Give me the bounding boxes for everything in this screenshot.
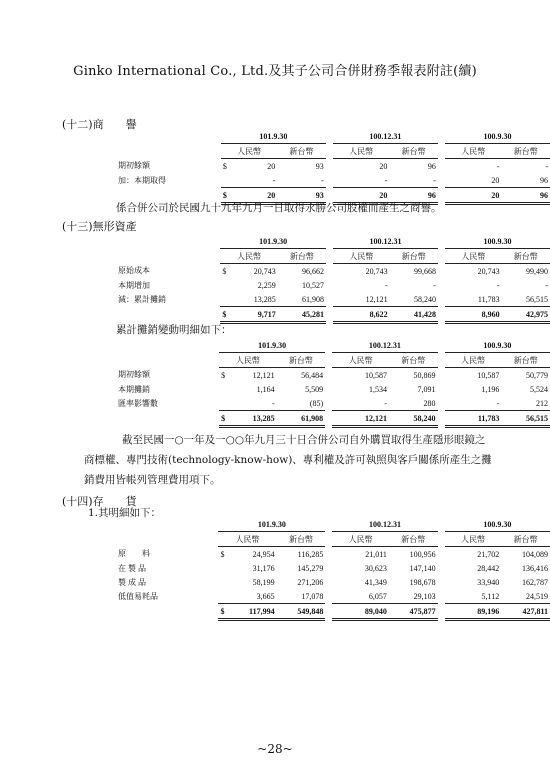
paragraph-line: 商標權、專門技術(technology-know-how)、專利權及許可執照與客戶關係所產生之攤	[84, 454, 492, 466]
cell-value: 29,103	[389, 589, 438, 604]
dollar-sign: $	[221, 188, 231, 204]
cell-value: 475,877	[389, 604, 438, 620]
cell-value: -	[229, 396, 277, 411]
dollar-sign	[445, 368, 454, 383]
goodwill-table	[116, 129, 550, 205]
column-gap	[438, 589, 445, 604]
table-row	[116, 173, 550, 188]
column-gap	[325, 396, 332, 411]
cell-value: 20,743	[365, 266, 388, 276]
column-gap	[325, 353, 332, 368]
currency-header: 新台幣	[501, 353, 550, 368]
column-gap	[438, 234, 445, 249]
cell-value: -	[384, 280, 388, 290]
column-gap	[326, 307, 333, 323]
cell-value: -	[342, 173, 389, 188]
currency-header: 新台幣	[277, 353, 325, 368]
column-gap	[438, 561, 445, 575]
amortization-table	[116, 338, 550, 428]
dollar-sign	[333, 159, 342, 174]
column-gap	[326, 264, 333, 279]
cell-value: 1,164	[256, 384, 275, 394]
header-spacer	[116, 353, 219, 368]
cell-value: 10,527	[302, 280, 325, 290]
dollar-sign	[220, 278, 230, 292]
currency-header: 人民幣	[332, 353, 389, 368]
currency-header: 新台幣	[278, 249, 326, 264]
currency-header: 人民幣	[219, 353, 277, 368]
dollar-sign: $	[219, 411, 229, 427]
dollar-sign	[332, 604, 341, 620]
currency-header: 新台幣	[389, 353, 437, 368]
table-row	[116, 547, 550, 562]
page-title: Ginko International Co., Ltd.及其子公司合併財務季報表附註(續)	[73, 64, 477, 79]
column-gap	[438, 353, 445, 368]
dollar-sign	[219, 382, 229, 396]
cell-value: 93	[277, 188, 326, 204]
cell-value: 198,678	[409, 577, 436, 587]
header-spacer	[116, 249, 220, 264]
cell-value: 89,196	[453, 604, 501, 620]
row-label	[116, 411, 219, 427]
cell-value: 1,534	[369, 384, 388, 394]
dollar-sign	[445, 264, 454, 279]
row-label: 加：本期取得	[118, 175, 166, 185]
row-label: 在 製 品	[118, 563, 146, 573]
cell-value: 99,668	[413, 266, 436, 276]
cell-value: 11,783	[454, 292, 502, 307]
column-gap	[326, 234, 333, 249]
row-label: 匯率影響數	[118, 398, 158, 408]
cell-value: -	[231, 173, 278, 188]
row-label: 本期攤銷	[118, 384, 150, 394]
column-gap	[438, 532, 445, 547]
page-number: ~28~	[257, 742, 293, 756]
table-row	[116, 396, 550, 411]
column-gap	[438, 249, 445, 264]
cell-value: 549,848	[277, 604, 326, 620]
cell-value: -	[545, 161, 548, 171]
column-gap	[326, 278, 333, 292]
period-header: 100.12.31	[332, 338, 437, 353]
section-intangible-heading: (十三)無形資產	[62, 220, 137, 233]
dollar-sign	[445, 575, 454, 589]
column-gap	[438, 307, 445, 323]
column-gap	[438, 264, 445, 279]
header-spacer	[116, 129, 221, 144]
dollar-sign	[445, 292, 454, 307]
table-row	[116, 411, 550, 427]
cell-value: 20	[342, 188, 389, 204]
column-gap	[438, 411, 445, 427]
cell-value: 5,524	[530, 384, 548, 394]
column-gap	[325, 561, 332, 575]
currency-header: 人民幣	[445, 353, 502, 368]
cell-value: 116,285	[297, 549, 324, 559]
row-label: 減：累計攤銷	[118, 294, 166, 304]
column-gap	[438, 396, 445, 411]
inventory-sub-heading: 1.其明細如下：	[88, 507, 162, 519]
cell-value: 212	[501, 396, 550, 411]
dollar-sign	[218, 575, 228, 589]
column-gap	[326, 159, 333, 174]
cell-value: 58,240	[390, 292, 438, 307]
currency-header: 新台幣	[390, 249, 438, 264]
cell-value: 20	[454, 188, 501, 204]
dollar-sign	[332, 382, 341, 396]
header-spacer	[116, 234, 220, 249]
period-header: 100.9.30	[445, 517, 550, 532]
currency-header: 人民幣	[220, 249, 277, 264]
period-header: 100.12.31	[333, 234, 438, 249]
cell-value: 7,091	[417, 384, 436, 394]
currency-header: 新台幣	[389, 532, 438, 547]
cell-value: 5,112	[453, 589, 501, 604]
table-row	[116, 292, 550, 307]
paragraph-line: 銷費用皆帳列管理費用項下。	[84, 474, 221, 486]
dollar-sign	[445, 411, 454, 427]
column-gap	[438, 604, 445, 620]
period-header: 100.9.30	[445, 234, 550, 249]
cell-value: 96,662	[302, 266, 325, 276]
cell-value: 13,285	[230, 292, 278, 307]
row-label: 原始成本	[118, 266, 150, 276]
header-spacer	[116, 532, 218, 547]
dollar-sign	[445, 173, 454, 188]
currency-header: 人民幣	[445, 532, 501, 547]
dollar-sign: $	[220, 549, 225, 559]
table-row	[116, 264, 550, 279]
cell-value: -	[496, 161, 500, 171]
cell-value: 13,285	[229, 411, 277, 427]
cell-value: 9,717	[230, 307, 278, 323]
cell-value: 41,349	[364, 577, 387, 587]
cell-value: 136,416	[522, 563, 548, 573]
currency-header: 人民幣	[445, 144, 501, 159]
dollar-sign	[333, 292, 342, 307]
table-row	[116, 159, 550, 174]
period-header: 100.9.30	[445, 129, 550, 144]
dollar-sign: $	[222, 266, 227, 276]
header-spacer	[116, 338, 219, 353]
table-row	[116, 604, 550, 620]
column-gap	[325, 517, 332, 532]
cell-value: 20	[267, 161, 276, 171]
cell-value: 3,665	[228, 589, 277, 604]
dollar-sign: $	[220, 307, 230, 323]
cell-value: 10,587	[477, 370, 500, 380]
cell-value: 147,140	[409, 563, 436, 573]
dollar-sign	[333, 264, 342, 279]
dollar-sign	[333, 173, 342, 188]
cell-value: 271,206	[297, 577, 324, 587]
currency-header: 新台幣	[389, 144, 438, 159]
cell-value: -	[433, 280, 436, 290]
column-gap	[438, 292, 445, 307]
column-gap	[326, 144, 333, 159]
currency-header: 新台幣	[277, 144, 326, 159]
dollar-sign	[445, 188, 454, 204]
column-gap	[326, 249, 333, 264]
cell-value: -	[453, 396, 501, 411]
dollar-sign	[333, 307, 342, 323]
cell-value: 50,779	[526, 370, 548, 380]
currency-header: 人民幣	[218, 532, 276, 547]
column-gap	[325, 382, 332, 396]
period-header: 101.9.30	[220, 234, 326, 249]
cell-value: 145,279	[297, 563, 324, 573]
dollar-sign	[219, 396, 229, 411]
row-label: 期初餘額	[118, 161, 150, 171]
dollar-sign	[445, 278, 454, 292]
cell-value: 104,089	[522, 549, 548, 559]
dollar-sign: $	[218, 604, 228, 620]
cell-value: 93	[315, 161, 324, 171]
cell-value: 31,176	[252, 563, 275, 573]
dollar-sign	[221, 173, 231, 188]
cell-value: 20	[231, 188, 278, 204]
section-goodwill-heading: (十二)商 譽	[62, 118, 137, 131]
cell-value: 21,011	[365, 549, 387, 559]
cell-value: 12,121	[252, 370, 275, 380]
cell-value: 42,975	[502, 307, 550, 323]
currency-header: 新台幣	[501, 144, 550, 159]
dollar-sign	[445, 547, 454, 562]
column-gap	[326, 292, 333, 307]
amortization-sub-heading: 累計攤銷變動明細如下：	[116, 324, 232, 336]
column-gap	[325, 338, 332, 353]
row-label: 本期增加	[118, 280, 150, 290]
column-gap	[438, 368, 445, 383]
cell-value: 33,940	[477, 577, 500, 587]
cell-value: 20	[379, 161, 388, 171]
column-gap	[438, 278, 445, 292]
table-row	[116, 575, 550, 589]
cell-value: 427,811	[501, 604, 550, 620]
cell-value: 30,623	[364, 563, 387, 573]
dollar-sign	[445, 396, 454, 411]
cell-value: 8,960	[454, 307, 502, 323]
header-spacer	[116, 144, 221, 159]
cell-value: 5,509	[305, 384, 324, 394]
cell-value: 58,240	[389, 411, 437, 427]
row-label: 原 料	[118, 549, 150, 559]
cell-value: 2,259	[257, 280, 276, 290]
column-gap	[438, 159, 445, 174]
column-gap	[325, 604, 332, 620]
column-gap	[325, 575, 332, 589]
column-gap	[325, 368, 332, 383]
table-row	[116, 382, 550, 396]
cell-value: -	[389, 173, 438, 188]
currency-header: 人民幣	[333, 144, 389, 159]
dollar-sign	[220, 292, 230, 307]
dollar-sign	[332, 368, 341, 383]
cell-value: 56,484	[301, 370, 324, 380]
cell-value: (85)	[277, 396, 325, 411]
dollar-sign	[445, 561, 454, 575]
cell-value: 17,078	[277, 589, 326, 604]
cell-value: -	[341, 396, 389, 411]
cell-value: 61,908	[278, 292, 326, 307]
cell-value: 56,515	[501, 411, 550, 427]
dollar-sign	[445, 159, 454, 174]
dollar-sign	[445, 382, 454, 396]
dollar-sign	[332, 547, 341, 562]
currency-header: 人民幣	[445, 249, 502, 264]
cell-value: 8,622	[342, 307, 390, 323]
dollar-sign	[218, 561, 228, 575]
dollar-sign	[332, 561, 341, 575]
column-gap	[326, 173, 333, 188]
dollar-sign	[445, 307, 454, 323]
cell-value: 56,515	[502, 292, 550, 307]
column-gap	[438, 338, 445, 353]
cell-value: 21,702	[477, 549, 500, 559]
header-spacer	[116, 517, 218, 532]
column-gap	[438, 129, 445, 144]
cell-value: 58,199	[252, 577, 275, 587]
cell-value: 10,587	[365, 370, 388, 380]
cell-value: 100,956	[409, 549, 436, 559]
dollar-sign	[332, 396, 341, 411]
cell-value: -	[545, 280, 548, 290]
paragraph-line: 截至民國一○一年及一○○年九月三十日合併公司自外購買取得生產隱形眼鏡之	[122, 434, 486, 446]
column-gap	[438, 575, 445, 589]
row-label: 期初餘額	[118, 370, 150, 380]
cell-value: 1,196	[481, 384, 500, 394]
period-header: 101.9.30	[219, 338, 325, 353]
cell-value: 280	[389, 396, 437, 411]
dollar-sign	[445, 589, 454, 604]
cell-value: 20,743	[477, 266, 500, 276]
table-row	[116, 589, 550, 604]
period-header: 100.12.31	[332, 517, 437, 532]
row-label	[116, 604, 218, 620]
section-inventory-heading: (十四)存 貨	[62, 495, 137, 508]
dollar-sign	[332, 411, 341, 427]
cell-value: -	[277, 173, 326, 188]
intangible-paragraph	[84, 430, 524, 490]
cell-value: 20,743	[253, 266, 276, 276]
column-gap	[438, 547, 445, 562]
cell-value: 45,281	[278, 307, 326, 323]
cell-value: 12,121	[342, 292, 390, 307]
cell-value: -	[496, 280, 500, 290]
period-header: 101.9.30	[218, 517, 325, 532]
table-row	[116, 368, 550, 383]
cell-value: 96	[501, 188, 550, 204]
cell-value: 162,787	[522, 577, 548, 587]
dollar-sign: $	[221, 370, 226, 380]
dollar-sign	[445, 604, 454, 620]
column-gap	[325, 411, 332, 427]
cell-value: 96	[501, 173, 550, 188]
currency-header: 新台幣	[501, 532, 550, 547]
cell-value: 117,994	[228, 604, 277, 620]
currency-header: 人民幣	[332, 532, 388, 547]
dollar-sign	[218, 589, 228, 604]
cell-value: 12,121	[341, 411, 389, 427]
column-gap	[438, 382, 445, 396]
column-gap	[326, 129, 333, 144]
cell-value: 96	[389, 188, 438, 204]
inventory-table	[116, 517, 550, 621]
currency-header: 人民幣	[333, 249, 390, 264]
table-row	[116, 278, 550, 292]
column-gap	[325, 532, 332, 547]
dollar-sign	[332, 589, 341, 604]
column-gap	[438, 173, 445, 188]
cell-value: 96	[427, 161, 436, 171]
cell-value: 11,783	[453, 411, 501, 427]
row-label: 低值易耗品	[118, 591, 158, 601]
dollar-sign	[333, 278, 342, 292]
row-label: 製 成 品	[118, 577, 146, 587]
period-header: 100.9.30	[445, 338, 550, 353]
cell-value: 28,442	[477, 563, 500, 573]
cell-value: 24,519	[501, 589, 550, 604]
dollar-sign	[332, 575, 341, 589]
cell-value: 50,869	[413, 370, 436, 380]
column-gap	[438, 517, 445, 532]
cell-value: 61,908	[277, 411, 325, 427]
cell-value: 99,490	[526, 266, 548, 276]
column-gap	[325, 589, 332, 604]
intangible-assets-table	[116, 234, 550, 324]
table-row	[116, 561, 550, 575]
currency-header: 人民幣	[221, 144, 277, 159]
currency-header: 新台幣	[277, 532, 326, 547]
currency-header: 新台幣	[502, 249, 550, 264]
period-header: 100.12.31	[333, 129, 438, 144]
cell-value: 41,428	[390, 307, 438, 323]
cell-value: 20	[454, 173, 501, 188]
period-header: 101.9.30	[221, 129, 326, 144]
column-gap	[438, 144, 445, 159]
column-gap	[325, 547, 332, 562]
dollar-sign: $	[222, 161, 227, 171]
cell-value: 89,040	[341, 604, 389, 620]
cell-value: 24,954	[252, 549, 275, 559]
cell-value: 6,057	[341, 589, 389, 604]
goodwill-note: 係合併公司於民國九十九年九月一日取得永勝公司股權而產生之商譽。	[116, 202, 442, 214]
